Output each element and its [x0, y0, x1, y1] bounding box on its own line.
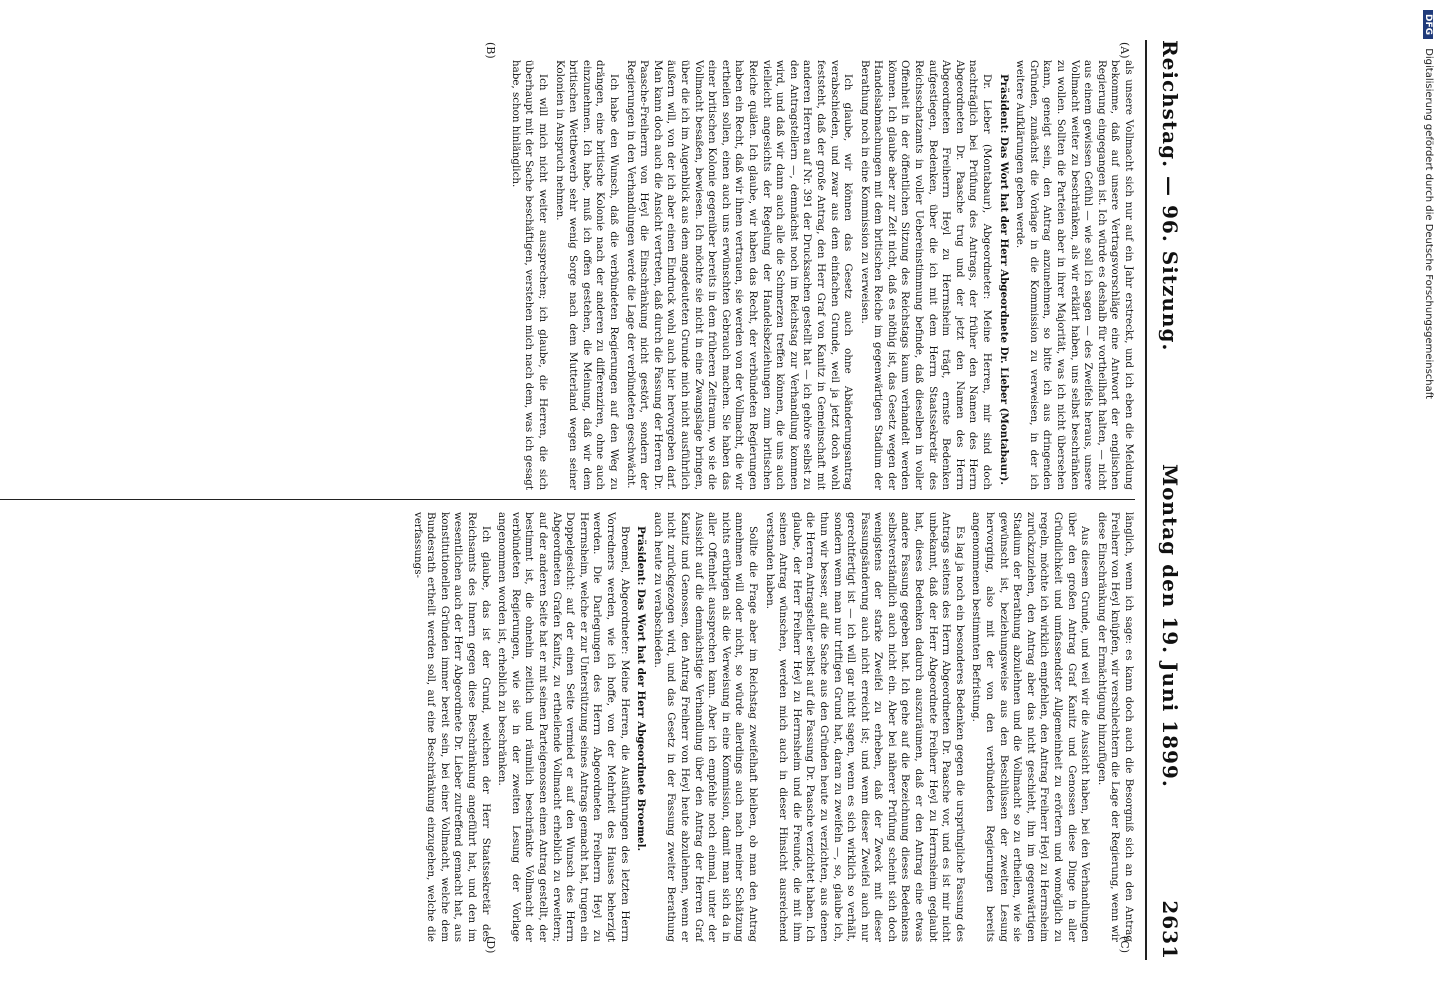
right-paragraph: Broemel, Abgeordneter: Meine Herren, die Ausführungen des letzten Herrn Vorredners werden, wie ich hoffe, von der Mehrheit des Hauses beherzigt werden. Die Darlegungen des Herrn Abgeordneten Freiherrn Heyl zu Herrnsheim, welche er zur Unterstützung seines Antrags gemacht hat, trugen ein Doppelgesicht: auf der einen Seite vermied er auf den Wunsch des Herrn Abgeordneten Grafen Kanitz, zu ertheilende Vollmacht erheblich zu erweitern; auf der anderen Seite hat er mit seinen Parteigenossen einen Antrag gestellt, der bestimmt ist, die ohnehin zeitlich und räumlich beschränkte Vollmacht der verbündeten Regierungen, wie sie in der zweiten Lesung der Vorlage angenommen worden ist, erheblich zu beschränken. [496, 512, 631, 942]
page-header [1153, 40, 1187, 960]
margin-marker-c: (C) [1118, 936, 1131, 953]
right-paragraph: Sollte die Frage aber im Reichstag zweifelhaft bleiben, ob man den Antrag annehmen will oder nicht, so würde allerdings auch nach meiner Schätzung nichts erübrigen als die Verweisung in eine Kommission, damit man sich da in aller Offenheit aussprechen kann. Aber ich empfehle noch einmal, unter der Aussicht auf die demnächstige Verhandlung über den Antrag der Herren Graf Kanitz und Genossen, den Antrag Freiherr von Heyl heute abzulehnen, wenn er nicht zurückgezogen wird, und das Gesetz in der Fassung zweiter Berathung auch heute zu verabschieden. [651, 512, 759, 942]
left-paragraph: Präsident: Das Wort hat der Herr Abgeordnete Dr. Lieber (Montabaur). [997, 74, 1010, 485]
rotated-document-sheet [0, 40, 1187, 960]
right-paragraph: Präsident: Das Wort hat der Herr Abgeordnete Broemel. [635, 526, 648, 852]
header-rule [1145, 40, 1147, 960]
margin-marker-d: (D) [484, 936, 497, 954]
dfg-logo: DFG [1423, 10, 1433, 39]
margin-marker-a: (A) [1118, 42, 1131, 59]
left-paragraph: Ich habe den Wunsch, daß die verbündeten Regierungen auf den Weg zu drängen, eine britische Kolonie nach der anderen zu differenziren, ohne auch einzunehmen. Ich habe, muß ich offen gestehen, die Meinung, daß wir dem britischen Wettbewerb sehr wenig Sorge nach dem Mutterland wegen seiner Kolonien in Anspruch nehmen. [553, 60, 621, 490]
right-column [0, 512, 1135, 942]
left-paragraph: Dr. Lieber (Montabaur), Abgeordneter: Meine Herren, mir sind doch nachträglich bei Prüfung des Antrags, der früher den Namen des Herrn Abgeordneten Dr. Paasche trug und der jetzt den Namen des Herrn Abgeordneten Freiherrn Heyl zu Herrnsheim trägt, ernste Bedenken aufgestiegen, Bedenken, über die ich mit dem Herrn Staatssekretär des Reichsschatzamts in voller Uebereinstimmung befinde, daß dieselben in voller Offenheit in der öffentlichen Sitzung des Reichstags kaum verhandelt werden können. Ich glaube aber zur Zeit nicht, daß es nöthig ist, das Gesetz wegen der Handelsabmachungen mit dem britischen Reiche im gegenwärtigen Stadium der Berathung noch in eine Kommission zu verweisen. [858, 60, 994, 490]
left-paragraph: als unsere Vollmacht sich nur auf ein Jahr erstreckt, und ich eben die Meldung bekomme, daß auf unsere Vertragsvorschläge eine Antwort der englischen Regierung eingegangen ist. Ich würde es deshalb für vortheilhaft halten, — nicht aus einem gewissen Gefühl — wie soll ich sagen — des Zweifels heraus, unsere Vollmacht weiter zu beschränken, als wir erklärt haben, uns selbst beschränken zu wollen. Sollten die Parteien aber in ihrer Majorität, was ich nicht übersehen kann, geneigt sein, den Antrag anzunehmen, so bitte ich aus dringenden Gründen, zunächst die Vorlage in die Kommission zu verweisen, in der ich weitere Aufklärungen geben werde. [1014, 60, 1135, 490]
right-paragraph: Aus diesem Grunde, und weil wir die Aussicht haben, bei den Verhandlungen über den großen Antrag Graf Kanitz und Genossen diese Dinge in aller Gründlichkeit und umfassendster Allgemeinheit zu erörtern und womöglich zu regeln, möchte ich wirklich empfehlen, den Antrag Freiherr Heyl zu Herrnsheim zurückzuziehen, den Antrag aber das nicht geschieht, ihn im gegenwärtigen Stadium der Berathung abzulehnen und die Vollmacht so zu ertheilen, wie sie gewünscht ist, beziehungsweise aus den Beschlüssen der zweiten Lesung hervorging, also mit der von den verbündeten Regierungen bereits angenommenen bestimmten Befristung. [970, 512, 1092, 942]
margin-marker-b: (B) [484, 42, 497, 59]
header-center: Montag den 19. Juni 1899. [1158, 463, 1182, 788]
left-paragraph: Ich will mich nicht weiter aussprechen; ich glaube, die Herren, die sich überhaupt mit der Sache beschäftigen, verstehen mich nach dem, was ich gesagt habe, schon hinlänglich. [509, 60, 550, 490]
right-paragraph: Es lag ja noch ein besonderes Bedenken gegen die ursprüngliche Fassung des Antrags seitens des Herrn Abgeordneten Dr. Paasche vor, und es ist mir nicht unbekannt, daß der Herr Abgeordnete Freiherr Heyl zu Herrnsheim geglaubt hat, dieses Bedenken dadurch auszuräumen, daß er den Antrag eine etwas andere Fassung gegeben hat. Ich gehe auf die Bezeichnung dieses Bedenkens selbstverständlich auch nicht ein. Aber bei näherer Prüfung scheint sich doch wenigstens der starke Zweifel zu erheben, daß der Zweck mit dieser Fassungsänderung auch nicht erreicht ist; und wenn dieser Zweifel auch nur gerechtfertigt ist — ich will gar nicht sagen, wenn es sich wirklich so verhält, sondern wenn man nur triftigen Grund hat, daran zu zweifeln —, so, glaube ich, thun wir besser, auf die Sache aus den Gründen heute zu verzichten, aus denen die Herren Antragsteller selbst auf die Fassung Dr. Paasche verzichtet haben. Ich glaube, der Herr Freiherr Heyl zu Herrnsheim und die Freunde, die mit ihm seinen Antrag wünschen, werden mich auch in dieser Hinsicht ausreichend verstanden haben. [763, 512, 966, 942]
right-paragraph: Ich glaube, das ist der Grund, welchen der Herr Staatssekretär des Reichsamts des Innern gegen diese Beschränkung angeführt hat, und den im wesentlichen auch der Herr Abgeordnete Dr. Lieber zutreffend gemacht hat, aus konstitutionellen Gründen immer bereit sein, bei einer Vollmacht, welche dem Bundesrath ertheilt werden soll, auf eine Beschränkung einzugehen, welche die verfassungs- [411, 512, 492, 942]
column-divider [0, 499, 1135, 500]
page-number: 2631 [1158, 900, 1182, 960]
digitization-credit [1418, 10, 1434, 990]
credit-text: Digitalisierung gefördert durch die Deutsche Forschungsgemeinschaft [1423, 48, 1434, 400]
left-paragraph: Ich glaube, wir können das Gesetz auch ohne Abänderungsantrag verabschieden, und zwar aus dem einfachen Grunde, weil ja jetzt doch wohl feststeht, daß der große Antrag, den Herr Graf von Kanitz in Gemeinschaft mit anderen Herren auf Nr. 391 der Drucksachen gestellt hat — ich gehöre selbst zu den Antragstellern —, demnächst noch im Reichstag zur Verhandlung kommen wird, und daß wir dann auch alle die Schmerzen treffen können, die uns auch vielleicht angesichts der Regelung der Handelsbeziehungen zum britischen Reiche quälen. Ich glaube, wir haben das Recht, der verbündeten Regierungen haben ein Recht, daß wir ihnen vertrauen, sie werden von der Vollmacht, die wir ertheilen sollen, einen auch uns erwünschten Gebrauch machen. Sie haben das einer britischen Kolonie gegenüber bereits in dem früheren Zeitraum, wo sie die Vollmacht besaßen, bewiesen. Ich möchte sie nicht in eine Zwangslage bringen, über die ich im Augenblick aus dem angedeuteten Grunde mich nicht ausführlich äußern will, von der ich aber einen Eindruck wohl auch hier hervorgeben darf. Man kann doch auch die Ansicht vertreten, daß durch die Fassung der Herren Dr. Paasche-Freiherrn von Heyl die Einschränkung nicht gestört, sondern der Regierungen in den Verhandlungen werde die Lage der verbündeten geschwächt. [624, 60, 855, 490]
right-paragraph: länglich, wenn ich sage: es kann doch auch die Besorgniß sich an den Antrag Freiherr von Heyl knüpfen, wir verschlechtern die Lage der Regierung, wenn wir diese Einschränkung der Ermächtigung hinzufügen. [1095, 512, 1135, 942]
left-column [0, 60, 1135, 490]
header-left: Reichstag. — 96. Sitzung. [1158, 40, 1182, 352]
